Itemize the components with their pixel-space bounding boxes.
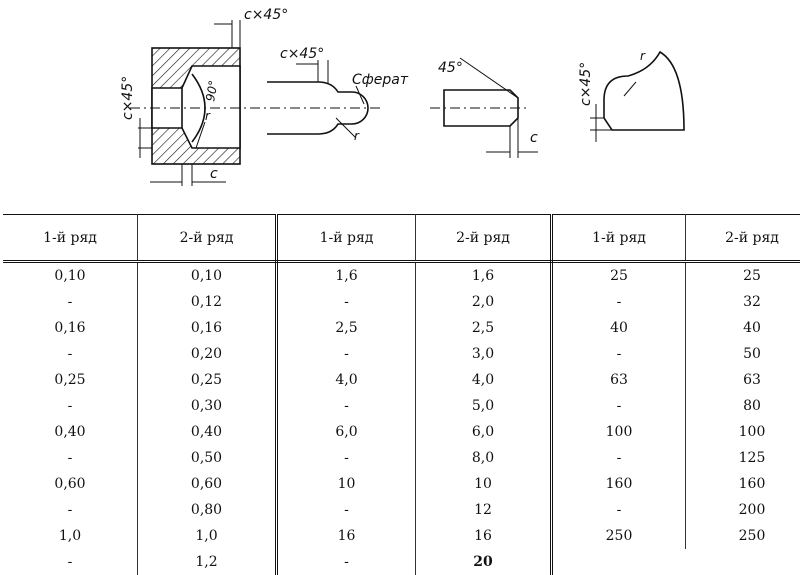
- table-cell: 4,0: [277, 367, 416, 393]
- table-row: [3, 419, 800, 445]
- header-row1-c: 1-й ряд: [552, 215, 686, 262]
- table-row: [3, 315, 800, 341]
- table-cell: 25: [686, 262, 800, 290]
- table-cell: -: [277, 497, 416, 523]
- table-cell: 2,5: [277, 315, 416, 341]
- table-cell: 6,0: [277, 419, 416, 445]
- table-cell: -: [277, 549, 416, 575]
- table-cell: -: [552, 445, 686, 471]
- chamfer-label-left: c×45°: [120, 76, 136, 120]
- header-row1-a: 1-й ряд: [3, 215, 138, 262]
- radius-label-2: r: [354, 129, 360, 143]
- radius-label-1: r: [205, 109, 211, 123]
- table-cell: 50: [686, 341, 800, 367]
- table-cell: 0,10: [138, 262, 277, 290]
- table-cell: 1,2: [138, 549, 277, 575]
- table-cell: 40: [686, 315, 800, 341]
- table-cell: -: [3, 289, 138, 315]
- table-cell: 5,0: [416, 393, 552, 419]
- table-cell: 0,10: [3, 262, 138, 290]
- table-cell: 100: [552, 419, 686, 445]
- table-cell: 16: [277, 523, 416, 549]
- table-cell: 10: [416, 471, 552, 497]
- angle-label-90: 90°: [203, 79, 220, 102]
- table-cell: 1,6: [416, 262, 552, 290]
- table-cell: 0,25: [138, 367, 277, 393]
- table-cell: -: [3, 341, 138, 367]
- radius-label-4: r: [640, 49, 646, 63]
- table-cell: [552, 549, 686, 575]
- table-cell: -: [3, 393, 138, 419]
- table-cell: 80: [686, 393, 800, 419]
- table-cell: 63: [686, 367, 800, 393]
- table-cell: 63: [552, 367, 686, 393]
- table-row: [3, 393, 800, 419]
- sphere-label: Сферат: [352, 72, 409, 88]
- table-cell: 8,0: [416, 445, 552, 471]
- table-row: [3, 497, 800, 523]
- table-cell: 12: [416, 497, 552, 523]
- table-cell: 0,80: [138, 497, 277, 523]
- table-cell: -: [3, 445, 138, 471]
- dim-c-label-1: c: [210, 166, 218, 182]
- table-cell: 3,0: [416, 341, 552, 367]
- table-cell: 125: [686, 445, 800, 471]
- table-cell: -: [277, 341, 416, 367]
- chamfer-label-corner: c×45°: [578, 62, 594, 106]
- table-cell: -: [277, 289, 416, 315]
- table-cell: 2,5: [416, 315, 552, 341]
- table-cell: 1,0: [3, 523, 138, 549]
- table-cell: 10: [277, 471, 416, 497]
- table-cell: 0,60: [3, 471, 138, 497]
- table-row: [3, 262, 800, 290]
- table-row: [3, 367, 800, 393]
- table-cell: -: [552, 497, 686, 523]
- table-cell: 100: [686, 419, 800, 445]
- table-row: [3, 289, 800, 315]
- table-cell: -: [277, 445, 416, 471]
- table-cell: 16: [416, 523, 552, 549]
- table-cell: [686, 549, 800, 575]
- figure-corner-radius: [590, 52, 684, 142]
- table-cell: 1,0: [138, 523, 277, 549]
- table-cell: 1,6: [277, 262, 416, 290]
- table-cell: 0,30: [138, 393, 277, 419]
- table-cell: 4,0: [416, 367, 552, 393]
- table-cell: 0,40: [3, 419, 138, 445]
- table-row: [3, 341, 800, 367]
- header-row2-b: 2-й ряд: [416, 215, 552, 262]
- chamfer-label-shaft: c×45°: [280, 46, 324, 62]
- table-cell: -: [552, 341, 686, 367]
- table-cell: 0,60: [138, 471, 277, 497]
- table-cell: 20: [416, 549, 552, 575]
- table-cell: 0,40: [138, 419, 277, 445]
- table-row: [3, 523, 800, 549]
- chamfer-radius-drawings: [0, 0, 800, 200]
- table-cell: 32: [686, 289, 800, 315]
- header-row2-c: 2-й ряд: [686, 215, 800, 262]
- table-cell: 200: [686, 497, 800, 523]
- table-cell: 0,50: [138, 445, 277, 471]
- table-cell: 0,16: [3, 315, 138, 341]
- angle-label-45: 45°: [438, 60, 463, 76]
- table-cell: 0,12: [138, 289, 277, 315]
- table-cell: -: [552, 393, 686, 419]
- table-cell: 0,16: [138, 315, 277, 341]
- table-cell: 25: [552, 262, 686, 290]
- dimensions-table: [3, 214, 800, 575]
- header-row1-b: 1-й ряд: [277, 215, 416, 262]
- table-cell: 0,25: [3, 367, 138, 393]
- table-cell: 40: [552, 315, 686, 341]
- header-row2-a: 2-й ряд: [138, 215, 277, 262]
- table-cell: 250: [552, 523, 686, 549]
- table-cell: 6,0: [416, 419, 552, 445]
- table-row: [3, 471, 800, 497]
- table-body: [3, 262, 800, 575]
- table-cell: -: [3, 549, 138, 575]
- table-cell: 250: [686, 523, 800, 549]
- table-header-row: [3, 215, 800, 262]
- table-cell: -: [552, 289, 686, 315]
- table-row: [3, 445, 800, 471]
- table-cell: 2,0: [416, 289, 552, 315]
- table-cell: 0,20: [138, 341, 277, 367]
- figure-section-part: [130, 20, 250, 186]
- table-cell: 160: [686, 471, 800, 497]
- table-cell: 160: [552, 471, 686, 497]
- dim-c-label-3: c: [530, 130, 538, 146]
- table-cell: -: [277, 393, 416, 419]
- table-row: [3, 549, 800, 575]
- chamfer-label-top: c×45°: [244, 7, 288, 23]
- table-cell: -: [3, 497, 138, 523]
